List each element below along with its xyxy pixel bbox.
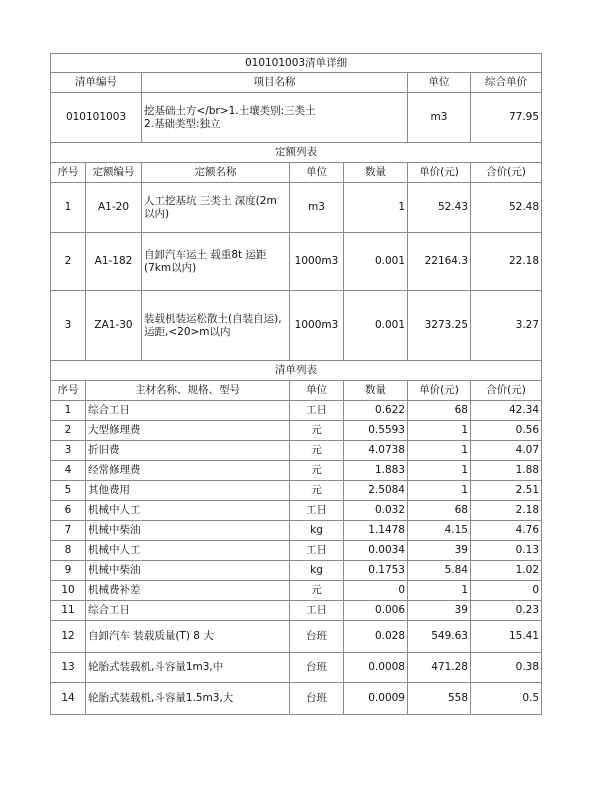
table-row (51, 401, 542, 421)
list-unit: 元 (290, 581, 344, 601)
list-qty: 2.5084 (344, 481, 408, 501)
list-total: 0.13 (471, 541, 542, 561)
list-no: 12 (51, 621, 86, 653)
list-unit: 工日 (290, 601, 344, 621)
quota-row (51, 183, 542, 233)
table-row (51, 561, 542, 581)
item-code: 010101003 (51, 93, 142, 143)
quota-no: 3 (51, 291, 86, 361)
table-row (51, 601, 542, 621)
list-price: 549.63 (408, 621, 471, 653)
quota-col-qty: 数量 (344, 163, 408, 183)
list-qty: 0.1753 (344, 561, 408, 581)
list-unit: 元 (290, 421, 344, 441)
header-unit: 单位 (408, 73, 471, 93)
quota-no: 1 (51, 183, 86, 233)
list-price: 1 (408, 421, 471, 441)
list-unit: 元 (290, 441, 344, 461)
quota-name: 人工挖基坑 三类土 深度(2m以内) (142, 183, 290, 233)
list-name: 轮胎式装载机,斗容量1.5m3,大 (86, 683, 290, 715)
table-title: 010101003清单详细 (51, 54, 542, 73)
list-no: 8 (51, 541, 86, 561)
table-row (51, 621, 542, 653)
bill-detail-table (50, 53, 542, 715)
list-name: 机械中柴油 (86, 561, 290, 581)
list-no: 6 (51, 501, 86, 521)
list-price: 1 (408, 481, 471, 501)
list-price: 1 (408, 461, 471, 481)
list-qty: 0.622 (344, 401, 408, 421)
list-total: 42.34 (471, 401, 542, 421)
item-price: 77.95 (471, 93, 542, 143)
quota-qty: 1 (344, 183, 408, 233)
list-price: 558 (408, 683, 471, 715)
list-price: 5.84 (408, 561, 471, 581)
list-col-price: 单价(元) (408, 381, 471, 401)
quota-row (51, 291, 542, 361)
list-qty: 0.032 (344, 501, 408, 521)
quota-qty: 0.001 (344, 291, 408, 361)
quota-code: A1-182 (86, 233, 142, 291)
list-col-unit: 单位 (290, 381, 344, 401)
list-unit: 元 (290, 481, 344, 501)
list-total: 0 (471, 581, 542, 601)
list-qty: 0.028 (344, 621, 408, 653)
list-price: 1 (408, 441, 471, 461)
list-total: 1.88 (471, 461, 542, 481)
list-unit: 台班 (290, 653, 344, 683)
list-price: 39 (408, 541, 471, 561)
quota-code: A1-20 (86, 183, 142, 233)
quota-row (51, 233, 542, 291)
list-name: 机械费补差 (86, 581, 290, 601)
table-row (51, 441, 542, 461)
list-no: 9 (51, 561, 86, 581)
list-name: 折旧费 (86, 441, 290, 461)
list-no: 7 (51, 521, 86, 541)
quota-no: 2 (51, 233, 86, 291)
list-name: 机械中人工 (86, 501, 290, 521)
quota-col-no: 序号 (51, 163, 86, 183)
list-col-total: 合价(元) (471, 381, 542, 401)
quota-col-unit: 单位 (290, 163, 344, 183)
list-price: 68 (408, 501, 471, 521)
list-price: 471.28 (408, 653, 471, 683)
list-unit: 工日 (290, 501, 344, 521)
quota-code: ZA1-30 (86, 291, 142, 361)
list-unit: 台班 (290, 621, 344, 653)
quota-total: 3.27 (471, 291, 542, 361)
list-total: 0.23 (471, 601, 542, 621)
quota-col-total: 合价(元) (471, 163, 542, 183)
list-unit: kg (290, 561, 344, 581)
table-row (51, 501, 542, 521)
header-price: 综合单价 (471, 73, 542, 93)
list-total: 2.18 (471, 501, 542, 521)
list-name: 机械中人工 (86, 541, 290, 561)
list-total: 0.38 (471, 653, 542, 683)
list-qty: 0.0008 (344, 653, 408, 683)
list-price: 39 (408, 601, 471, 621)
list-total: 0.56 (471, 421, 542, 441)
list-unit: 工日 (290, 401, 344, 421)
quota-price: 3273.25 (408, 291, 471, 361)
list-no: 2 (51, 421, 86, 441)
quota-unit: 1000m3 (290, 291, 344, 361)
quota-qty: 0.001 (344, 233, 408, 291)
list-qty: 4.0738 (344, 441, 408, 461)
quota-total: 22.18 (471, 233, 542, 291)
list-no: 5 (51, 481, 86, 501)
list-total: 2.51 (471, 481, 542, 501)
list-price: 68 (408, 401, 471, 421)
list-rows (51, 401, 542, 715)
list-name: 大型修理费 (86, 421, 290, 441)
item-unit: m3 (408, 93, 471, 143)
list-qty: 0.0034 (344, 541, 408, 561)
header-name: 项目名称 (142, 73, 408, 93)
list-unit: 元 (290, 461, 344, 481)
list-qty: 0.0009 (344, 683, 408, 715)
list-no: 3 (51, 441, 86, 461)
list-no: 13 (51, 653, 86, 683)
quota-total: 52.48 (471, 183, 542, 233)
list-price: 1 (408, 581, 471, 601)
list-total: 1.02 (471, 561, 542, 581)
quota-price: 52.43 (408, 183, 471, 233)
list-name: 经常修理费 (86, 461, 290, 481)
table-row (51, 541, 542, 561)
quota-unit: 1000m3 (290, 233, 344, 291)
table-row (51, 581, 542, 601)
list-name: 其他费用 (86, 481, 290, 501)
list-no: 11 (51, 601, 86, 621)
quota-section-title: 定额列表 (51, 143, 542, 163)
list-col-no: 序号 (51, 381, 86, 401)
list-qty: 0.006 (344, 601, 408, 621)
quota-col-code: 定额编号 (86, 163, 142, 183)
quota-name: 自卸汽车运土 载重8t 运距(7km以内) (142, 233, 290, 291)
quota-price: 22164.3 (408, 233, 471, 291)
table-row (51, 481, 542, 501)
list-name: 机械中柴油 (86, 521, 290, 541)
table-row (51, 421, 542, 441)
quota-unit: m3 (290, 183, 344, 233)
list-qty: 1.883 (344, 461, 408, 481)
header-code: 清单编号 (51, 73, 142, 93)
list-total: 4.07 (471, 441, 542, 461)
table-row (51, 461, 542, 481)
list-name: 自卸汽车 装载质量(T) 8 大 (86, 621, 290, 653)
list-qty: 0.5593 (344, 421, 408, 441)
list-no: 4 (51, 461, 86, 481)
list-qty: 1.1478 (344, 521, 408, 541)
quota-col-name: 定额名称 (142, 163, 290, 183)
item-name: 挖基础土方</br>1.土壤类别:三类土 2.基础类型:独立 (142, 93, 408, 143)
list-name: 综合工日 (86, 401, 290, 421)
table-row (51, 653, 542, 683)
list-unit: 工日 (290, 541, 344, 561)
list-unit: 台班 (290, 683, 344, 715)
list-no: 14 (51, 683, 86, 715)
table-row (51, 521, 542, 541)
list-name: 综合工日 (86, 601, 290, 621)
list-total: 0.5 (471, 683, 542, 715)
list-col-name: 主材名称、规格、型号 (86, 381, 290, 401)
list-section-title: 清单列表 (51, 361, 542, 381)
list-col-qty: 数量 (344, 381, 408, 401)
list-no: 1 (51, 401, 86, 421)
quota-col-price: 单价(元) (408, 163, 471, 183)
list-total: 4.76 (471, 521, 542, 541)
list-price: 4.15 (408, 521, 471, 541)
quota-name: 装载机装运松散土(自装自运),运距,<20>m以内 (142, 291, 290, 361)
table-row (51, 683, 542, 715)
list-qty: 0 (344, 581, 408, 601)
list-unit: kg (290, 521, 344, 541)
list-name: 轮胎式装载机,斗容量1m3,中 (86, 653, 290, 683)
list-total: 15.41 (471, 621, 542, 653)
list-no: 10 (51, 581, 86, 601)
